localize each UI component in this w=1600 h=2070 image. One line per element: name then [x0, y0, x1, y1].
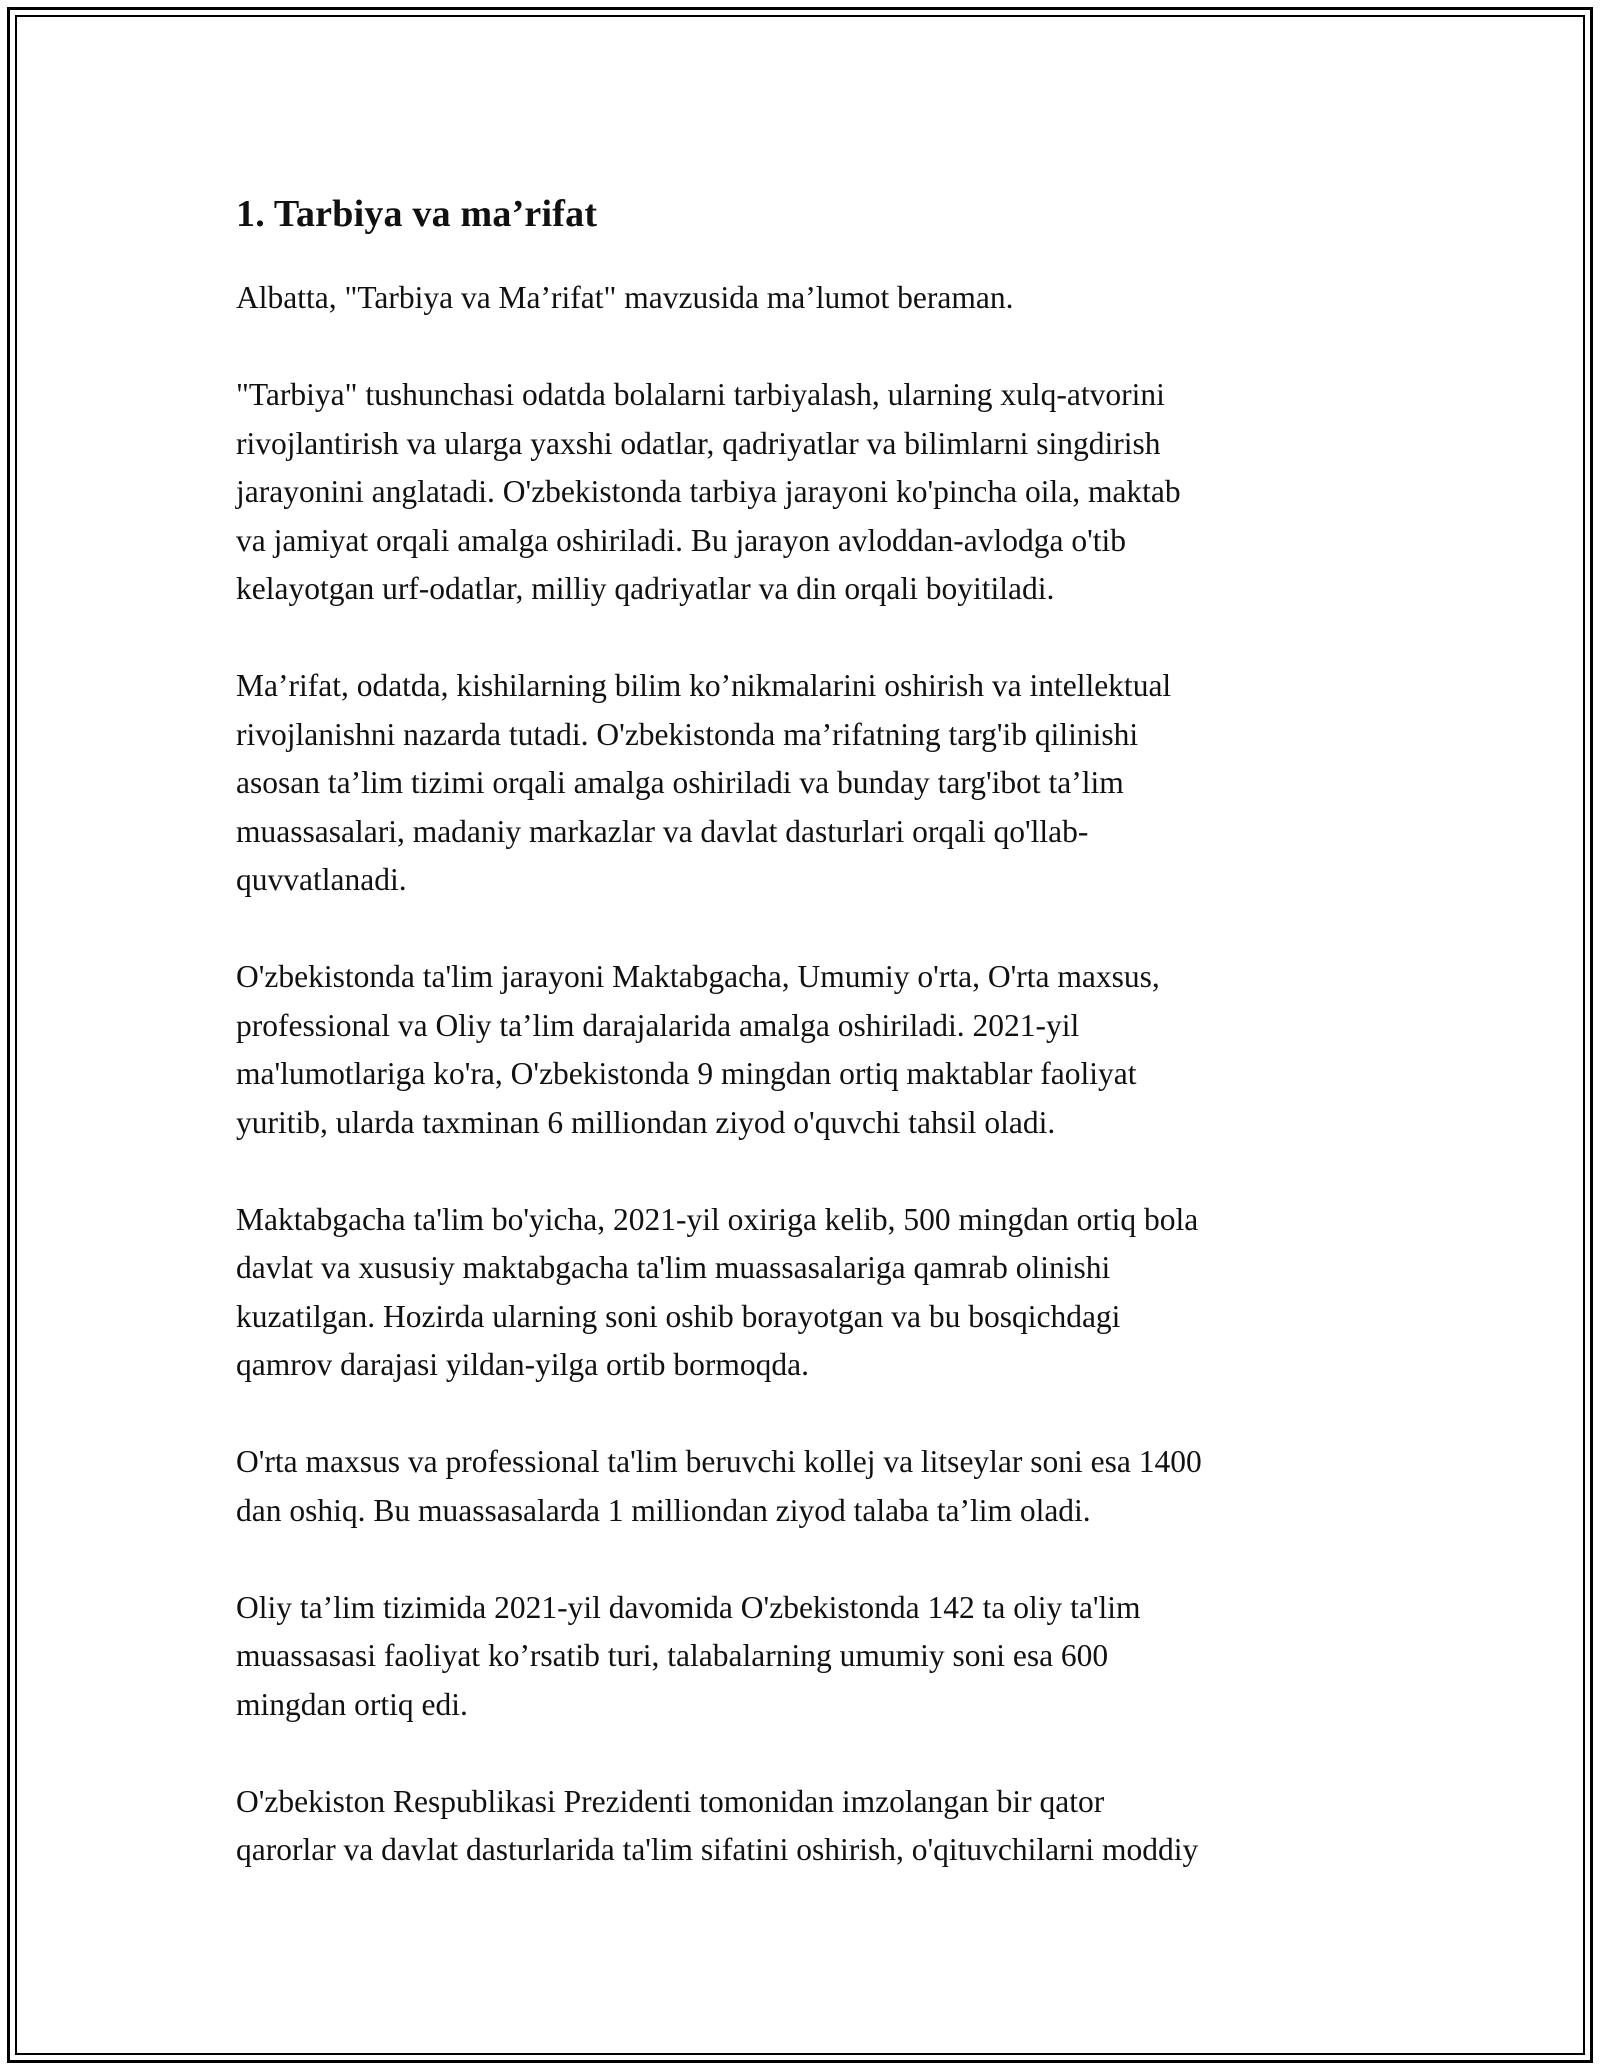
text-line: mingdan ortiq edi. [236, 1686, 468, 1722]
text-line: dan oshiq. Bu muassasalarda 1 milliondan ziyod talaba ta’lim oladi. [236, 1492, 1091, 1528]
text-line: quvvatlanadi. [236, 862, 407, 897]
paragraph-intro [236, 274, 1376, 323]
text-line: asosan ta’lim tizimi orqali amalga oshiriladi va bunday targ'ibot ta’lim [236, 765, 1124, 800]
section-heading: 1. Tarbiya va ma’rifat [236, 193, 598, 235]
text-line: muassasalari, madaniy markazlar va davlat dasturlari orqali qo'llab- [236, 813, 1089, 849]
paragraph-oliy-talim [236, 1584, 1376, 1730]
text-line: rivojlantirish va ularga yaxshi odatlar, qadriyatlar va bilimlarni singdirish [236, 425, 1161, 461]
text-line: Albatta, "Tarbiya va Ma’rifat" mavzusida ma’lumot beraman. [236, 280, 1014, 315]
text-line: davlat va xususiy maktabgacha ta'lim muassasalariga qamrab olinishi [236, 1250, 1111, 1285]
text-line: muassasasi faoliyat ko’rsatib turi, talabalarning umumiy soni esa 600 [236, 1638, 1109, 1673]
text-line: Oliy ta’lim tizimida 2021-yil davomida O'zbekistonda 142 ta oliy ta'lim [236, 1589, 1141, 1625]
text-line: professional va Oliy ta’lim darajalarida amalga oshiriladi. 2021-yil [236, 1007, 1080, 1043]
text-line: Maktabgacha ta'lim bo'yicha, 2021-yil oxiriga kelib, 500 mingdan ortiq bola [236, 1201, 1199, 1237]
text-line: O'zbekistonda ta'lim jarayoni Maktabgacha, Umumiy o'rta, O'rta maxsus, [236, 959, 1160, 994]
text-line: Ma’rifat, odatda, kishilarning bilim ko’nikmalarini oshirish va intellektual [236, 668, 1172, 703]
text-line: va jamiyat orqali amalga oshiriladi. Bu jarayon avloddan-avlodga o'tib [236, 522, 1127, 558]
text-line: jarayonini anglatadi. O'zbekistonda tarbiya jarayoni ko'pincha oila, maktab [236, 474, 1181, 509]
paragraph-maktabgacha [236, 1196, 1376, 1390]
text-line: qarorlar va davlat dasturlarida ta'lim sifatini oshirish, o'qituvchilarni moddiy [236, 1832, 1199, 1867]
text-line: yuritib, ularda taxminan 6 milliondan ziyod o'quvchi tahsil oladi. [236, 1104, 1056, 1140]
text-line: qamrov darajasi yildan-yilga ortib bormoqda. [236, 1347, 809, 1382]
paragraph-talim-jarayoni [236, 953, 1376, 1147]
text-line: rivojlanishni nazarda tutadi. O'zbekistonda ma’rifatning targ'ib qilinishi [236, 716, 1139, 752]
text-line: O'rta maxsus va professional ta'lim beruvchi kollej va litseylar soni esa 1400 [236, 1444, 1202, 1479]
text-line: kelayotgan urf-odatlar, milliy qadriyatlar va din orqali boyitiladi. [236, 571, 1055, 606]
text-line: ma'lumotlariga ko'ra, O'zbekistonda 9 mingdan ortiq maktablar faoliyat [236, 1056, 1137, 1091]
document-body [236, 188, 1376, 1923]
text-line: kuzatilgan. Hozirda ularning soni oshib borayotgan va bu bosqichdagi [236, 1298, 1121, 1334]
text-line: O'zbekiston Respublikasi Prezidenti tomonidan imzolangan bir qator [236, 1783, 1105, 1819]
text-line: "Tarbiya" tushunchasi odatda bolalarni tarbiyalash, ularning xulq-atvorini [236, 377, 1165, 412]
paragraph-tarbiya [236, 371, 1376, 614]
paragraph-prezident [236, 1778, 1376, 1875]
paragraph-orta-maxsus [236, 1438, 1376, 1535]
paragraph-marifat [236, 662, 1376, 905]
